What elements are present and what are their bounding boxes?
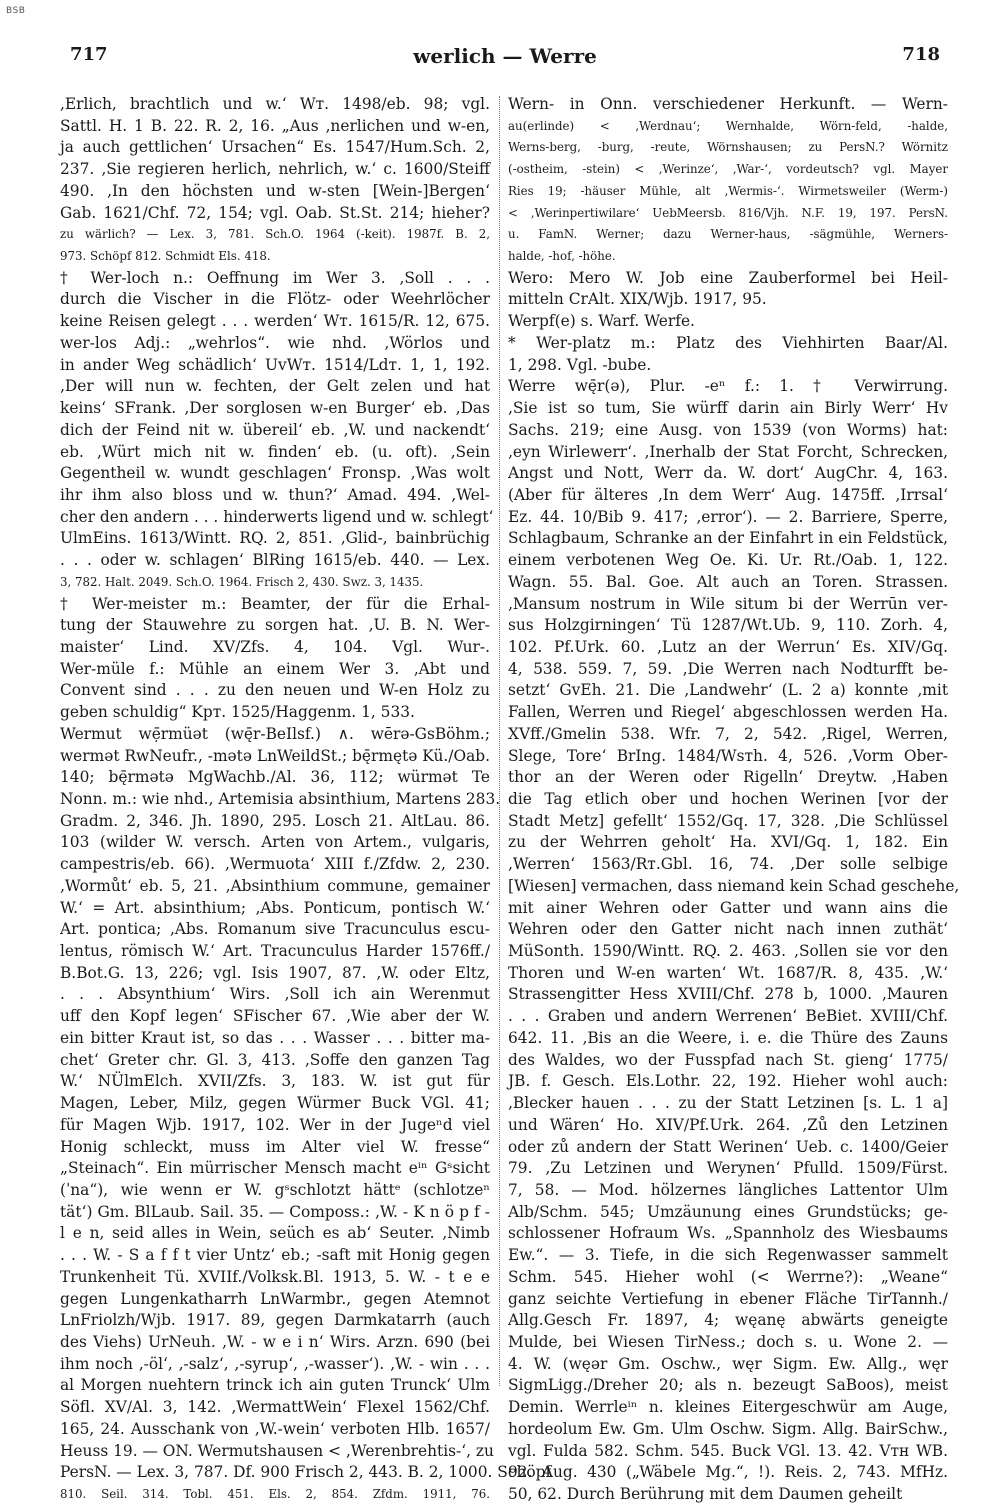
text-line: Alb/Schm. 545; Umzäunung eines Grundstücks; ge- <box>508 1202 948 1221</box>
text-line: ,Erlich, brachtlich und w.‘ Wт. 1498/eb. 98; vgl. <box>60 95 490 113</box>
text-line: des Viehs) UrNeuh. ‚W. - w e i n‘ Wirs. Arzn. 690 (bei <box>60 1332 490 1351</box>
text-line: halde, -hof, -höhe. <box>508 249 616 264</box>
text-line: JB. f. Gesch. Els.Lothr. 22, 192. Hieher wohl auch: <box>508 1072 948 1091</box>
text-line: ‚Wormůt‘ eb. 5, 21. ‚Absinthium commune, gemainer <box>60 876 490 895</box>
text-line: 1, 298. Vgl. -bube. <box>508 355 652 374</box>
text-line: . . . W. - S a f f t vier Untz‘ eb.; -saft mit Honig gegen <box>60 1246 490 1265</box>
text-line: Slege, Tore‘ BrIng. 1484/Wsтh. 4, 526. ‚Vorm Ober- <box>508 746 948 765</box>
right-column <box>508 94 960 1506</box>
text-line: lentus, römisch W.‘ Art. Tracunculus Harder 1576ff./ <box>60 942 490 961</box>
text-line: Mulde, bei Wiesen TirNess.; doch s. u. Wone 2. — <box>508 1332 948 1351</box>
text-line: 165, 24. Ausschank von ‚W.-wein‘ verboten Hlb. 1657/ <box>60 1419 490 1438</box>
text-line: Strassengitter Hess XVIII/Chf. 278 b, 1000. ‚Mauren <box>508 985 948 1004</box>
text-line: ‚Sie ist so tum, Sie würff darin ain Birly Werr‘ Hv <box>508 399 948 418</box>
page-number-left: 717 <box>70 44 108 65</box>
library-stamp: BSB <box>6 6 26 16</box>
text-line: 3, 782. Halt. 2049. Sch.O. 1964. Frisch 2, 430. Swz. 3, 1435. <box>60 574 424 589</box>
text-line: oder zů andern der Statt Werinen‘ Ueb. c. 1400/Geier <box>508 1137 948 1156</box>
text-line: vgl. Fulda 582. Schm. 545. Buck VGl. 13. 42. Vтн WB. <box>508 1441 948 1460</box>
text-line: Stadt Metz] gefellt‘ 1552/Gq. 17, 328. ‚Die Schlüssel <box>508 811 948 830</box>
text-line: setzt‘ GvEh. 21. Die ‚Landwehr‘ (L. 2 a) konnte ‚mit <box>508 681 948 700</box>
text-line: Trunkenheit Tü. XVIIf./Volksk.Bl. 1913, 5. W. - t e e <box>60 1267 490 1286</box>
text-line: thor an der Weren oder Rigelln‘ Dreytw. ‚Haben <box>508 768 948 787</box>
text-line: ihr ihm also bloss und w. thun?‘ Amad. 494. ‚Wel- <box>60 485 490 504</box>
text-line: uff den Kopf legen‘ SFischer 67. ‚Wie aber der W. <box>60 1007 490 1026</box>
text-line: (Aber für älteres ‚In dem Werr‘ Aug. 1475ff. ‚Irrsal‘ <box>508 485 948 504</box>
text-line: sus Holzgirningen‘ Tü 1287/Wt.Ub. 9, 110. Zorh. 4, <box>508 616 948 635</box>
text-line: Ries 19; -häuser Mühle, alt ‚Wermis-‘. Wirmetsweiler (Werm-) <box>508 183 948 198</box>
text-line: Wero: Mero W. Job eine Zauberformel bei Heil- <box>508 268 948 287</box>
text-line: Söfl. XV/Al. 3, 142. ‚WermattWein‘ Flexel 1562/Chf. <box>60 1398 490 1417</box>
text-line: 7, 58. — Mod. hölzernes längliches Lattentor Ulm <box>508 1180 948 1199</box>
text-line: 4, 538. 559. 7, 59. ‚Die Werren nach Nodturfft be- <box>508 659 948 678</box>
text-line: zu wärlich? — Lex. 3, 781. Sch.O. 1964 (-keit). 1987f. B. 2, <box>60 227 490 242</box>
text-line: Ez. 44. 10/Bib 9. 417; ‚error‘). — 2. Barriere, Sperre, <box>508 507 948 526</box>
text-line: . . . Graben und andern Werrenen‘ BeBiet. XVIII/Chf. <box>508 1007 948 1026</box>
text-line: u. FamN. Werner; dazu Werner-haus, -sägmühle, Werners- <box>508 227 948 242</box>
text-line: Art. pontica; ‚Abs. Romanum sive Tracunculus escu- <box>60 920 490 939</box>
text-line: geben schuldig“ Kpт. 1525/Haggenm. 1, 533. <box>60 703 415 722</box>
text-line: ihm noch ‚-öl‘, ‚-salz‘, ‚-syrup‘, ‚-wasser‘). ‚W. - win . . . <box>60 1354 490 1373</box>
text-line: 4. W. (węər Gm. Oschw., węr Sigm. Ew. Allg., węr <box>508 1354 948 1373</box>
text-line: Wehren oder den Gatter nicht nach innen zuthät‘ <box>508 920 948 939</box>
text-line: ‚Der will nun w. fechten, der Gelt zelen und hat <box>60 377 490 396</box>
text-line: Wermut wẹ̄rmüət (wę̄r-BeIlsf.) ∧. wērə-GsBöhm.; <box>60 724 490 743</box>
text-line: ‚eyn Wirlewerr‘. ‚Inerhalb der Stat Forcht, Schrecken, <box>508 442 948 461</box>
text-line: Thoren und W-en warten‘ Wt. 1687/R. 8, 435. ‚W.‘ <box>508 963 948 982</box>
text-line: Sachs. 219; eine Ausg. von 1539 (von Worms) hat: <box>508 420 948 439</box>
text-line: Gab. 1621/Chf. 72, 154; vgl. Oab. St.St. 214; hieher? <box>60 203 490 222</box>
text-line: keins‘ SFrank. ‚Der sorglosen w-en Burger‘ eb. ‚Das <box>60 399 490 418</box>
text-line: < ‚Werinpertiwilare‘ UebMeersb. 816/Vjh. N.F. 19, 197. PersN. <box>508 205 948 220</box>
text-line: mitteln CrAlt. XIX/Wjb. 1917, 95. <box>508 290 767 309</box>
text-line: campestris/eb. 66). ‚Wermuota‘ XIII f./Zfdw. 2, 230. <box>60 855 490 874</box>
text-line: al Morgen nuehtern trinck ich ain guten Trunck‘ Ulm <box>60 1376 490 1395</box>
text-line: (-ostheim, -stein) < ‚Werinze‘, ‚War-‘, vordeutsch? vgl. Mayer <box>508 162 948 177</box>
text-line: Allg.Gesch Fr. 1897, 4; węanę abwärts geneigte <box>508 1311 948 1330</box>
text-line: Gegentheil w. wundt geschlagen‘ Fronsp. ‚Was wolt <box>60 464 490 483</box>
text-line: 92. Aug. 430 („Wäbele Mg.“, !). Reis. 2, 743. MfHz. <box>508 1463 948 1482</box>
text-line: cher den andern . . . hinderwerts ligend und w. schlegt‘ <box>60 507 494 526</box>
text-line: Wagn. 55. Bal. Goe. Alt auch an Toren. Strassen. <box>508 572 948 591</box>
text-line: ‚Blecker hauen . . . zu der Statt Letzinen [s. L. 1 a] <box>508 1094 948 1113</box>
text-line: dich der Feind nit w. übereil‘ eb. ‚W. und nackendt‘ <box>60 420 490 439</box>
text-line: * Wer-platz m.: Platz des Viehhirten Baar/Al. <box>508 333 948 352</box>
text-line: und Wären‘ Ho. XIV/Pf.Urk. 264. ‚Zů den Letzinen <box>508 1115 948 1134</box>
text-line: 237. ‚Sie regieren herlich, nehrlich, w.‘ c. 1600/Steiff <box>60 160 490 179</box>
text-line: B.Bot.G. 13, 226; vgl. Isis 1907, 87. ‚W. oder Eltz, <box>60 963 490 982</box>
text-line: für Magen Wjb. 1917, 102. Wer in der Jugeⁿd viel <box>60 1115 490 1134</box>
text-line: Gradm. 2, 346. Jh. 1890, 295. Losch 21. AltLau. 86. <box>60 811 490 830</box>
text-line: „Steinach“. Ein mürrischer Mensch macht eⁱⁿ Gˢsicht <box>60 1159 490 1178</box>
text-line: . . . oder w. schlagen‘ BlRing 1615/eb. 440. — Lex. <box>60 551 490 570</box>
text-line: UlmEins. 1613/Wintt. RQ. 2, 851. ‚Glid-, bainbrüchig <box>60 529 490 548</box>
running-head: werlich — Werre <box>413 44 597 68</box>
text-line: zu der Wehrren geholt‘ Ha. XVI/Gq. 1, 182. Ein <box>508 833 948 852</box>
text-line: 642. 11. ‚Bis an die Weere, i. e. die Thüre des Zauns <box>508 1028 948 1047</box>
text-line: W.‘ = Art. absinthium; ‚Abs. Ponticum, pontisch W.‘ <box>60 898 490 917</box>
text-line: Heuss 19. — ON. Wermutshausen < ‚Werenbrehtis-‘, zu <box>60 1441 494 1460</box>
text-line: Werns-berg, -burg, -reute, Wörnshausen; zu PersN.? Wörnitz <box>508 140 948 155</box>
text-line: [Wiesen] vermachen, dass niemand kein Schad geschehe, <box>508 876 960 895</box>
text-line: die Tag etlich ober und hochen Werinen [vor der <box>508 790 948 808</box>
text-line: tung der Stauwehre zu sorgen hat. ‚U. B. N. Wer- <box>60 616 490 635</box>
text-line: W.‘ NÜlmElch. XVII/Zfs. 3, 183. W. ist gut für <box>60 1072 490 1091</box>
text-line: l e n, seid alles in Wein, seüch es ab‘ Seuter. ‚Nimb <box>60 1224 490 1243</box>
text-line: 490. ‚In den höchsten und w-sten [Wein-]Bergen‘ <box>60 181 490 200</box>
text-line: durch die Vischer in die Flötz- oder Weehrlöcher <box>60 290 490 309</box>
text-line: 103 (wilder W. versch. Arten von Artem., vulgaris, <box>60 833 490 852</box>
text-line: (ˈna“), wie wenn er W. gˢschlotzt hättᵉ (schlotzeⁿ <box>60 1180 490 1199</box>
text-line: wermət RwNeufr., -mətə LnWeildSt.; bę̄rmętə Kü./Oab. <box>60 746 490 765</box>
text-line: ja auch gettlichen‘ Ursachen“ Es. 1547/Hum.Sch. 2, <box>60 138 490 157</box>
text-line: Fallen, Werren und Riegel‘ abgeschlossen werden Ha. <box>508 703 948 722</box>
text-line: chet‘ Greter chr. Gl. 3, 413. ‚Soffe den ganzen Tag <box>60 1050 490 1069</box>
page-number-right: 718 <box>902 44 940 65</box>
text-line: maister‘ Lind. XV/Zfs. 4, 104. Vgl. Wur-. <box>60 637 490 656</box>
text-line: ‚Werren‘ 1563/Rт.Gbl. 16, 74. ‚Der solle selbige <box>508 855 948 874</box>
text-line: MüSonth. 1590/Wintt. RQ. 2. 463. ‚Sollen sie vor den <box>508 942 948 961</box>
text-line: 973. Schöpf 812. Schmidt Els. 418. <box>60 249 271 264</box>
text-line: mit ainer Wehren oder Gatter und wann ains die <box>508 898 948 917</box>
text-line: 79. ‚Zu Letzinen und Werynen‘ Pfulld. 1509/Fürst. <box>508 1159 948 1178</box>
left-column <box>60 94 552 1506</box>
text-line: ein bitter Kraut ist, so das . . . Wasser . . . bitter ma- <box>60 1028 490 1047</box>
text-line: ‚Mansum nostrum in Wile situm bi der Werrūn ver- <box>508 594 948 613</box>
text-line: hordeolum Ew. Gm. Ulm Oschw. Sigm. Allg. BairSchw., <box>508 1419 948 1438</box>
text-line: Nonn. m.: wie nhd., Artemisia absinthium, Martens 283. <box>60 790 501 808</box>
text-line: au(erlinde) < ‚Werdnau‘; Wernhalde, Wörn-feld, -halde, <box>508 118 948 133</box>
text-line: gegen Lungenkatharrh LnWarmbr., gegen Atemnot <box>60 1289 490 1308</box>
column-divider <box>499 96 500 1386</box>
text-line: Ew.“. — 3. Tiefe, in die sich Regenwasser sammelt <box>508 1246 948 1265</box>
text-line: † Wer-meister m.: Beamter, der für die Erhal- <box>60 594 490 613</box>
text-line: wer-los Adj.: „wehrlos“. wie nhd. ‚Wörlos und <box>60 333 490 352</box>
text-line: einem verbotenen Weg Oe. Ki. Ur. Rt./Oab. 1, 122. <box>508 551 948 570</box>
text-line: Schm. 545. Hieher wohl (< Werrne?): „Weane“ <box>508 1267 948 1286</box>
text-line: LnFriolzh/Wjb. 1917. 89, gegen Darmkatarrh (auch <box>60 1311 490 1330</box>
text-line: Angst und Nott, Werr da. W. dort‘ AugChr. 4, 163. <box>508 464 948 483</box>
text-line: eb. ‚Würt mich nit w. finden‘ eb. (u. oft). ‚Sein <box>60 442 490 461</box>
text-line: Convent sind . . . zu den neuen und W-en Holz zu <box>60 681 490 700</box>
text-line: ganz seichte Vertiefung in ebener Fläche TirTannh./ <box>508 1289 948 1308</box>
text-line: Magen, Leber, Milz, gegen Würmer Buck VGl. 41; <box>60 1094 490 1113</box>
text-line: XVff./Gmelin 538. Wfr. 7, 2, 542. ‚Rigel, Werren, <box>508 724 948 743</box>
page-header <box>70 44 940 70</box>
text-line: keine Reisen gelegt . . . werden‘ Wт. 1615/R. 12, 675. <box>60 312 490 331</box>
text-line: schlossener Hofraum Ws. „Spannholz des Wiesbaums <box>508 1224 948 1243</box>
text-line: Werre wę̄r(ə), Plur. -eⁿ f.: 1. † Verwirrung. <box>508 377 948 396</box>
text-line: Sattl. H. 1 B. 22. R. 2, 16. „Aus ‚nerlichen und w-en, <box>60 116 490 135</box>
text-line: 810. Seil. 314. Tobl. 451. Els. 2, 854. Zfdm. 1911, 76. <box>60 1487 490 1501</box>
text-line: 140; bę̄rmətə MgWachb./Al. 36, 112; würmət Te <box>60 768 490 787</box>
text-line: 50, 62. Durch Berührung mit dem Daumen geheilt <box>508 1485 903 1503</box>
text-line: Werpf(e) s. Warf. Werfe. <box>508 312 695 331</box>
text-line: † Wer-loch n.: Oeffnung im Wer 3. ‚Soll . . . <box>60 268 490 287</box>
text-line: Demin. Werrleⁱⁿ n. kleines Eitergeschwür am Auge, <box>508 1398 948 1417</box>
text-line: des Waldes, wo der Fusspfad nach St. gieng‘ 1775/ <box>508 1050 948 1069</box>
text-line: . . . Absynthium‘ Wirs. ‚Soll ich ain Werenmut <box>60 985 490 1004</box>
text-line: Schlagbaum, Schranke an der Einfahrt in ein Feldstück, <box>508 529 948 548</box>
text-line: PersN. — Lex. 3, 787. Df. 900 Frisch 2, 443. B. 2, 1000. Schöpf <box>60 1463 552 1482</box>
text-line: Wern- in Onn. verschiedener Herkunft. — Wern- <box>508 95 948 113</box>
text-line: Honig schleckt, muss im Alter viel W. fresse“ <box>60 1137 490 1156</box>
text-line: Wer-müle f.: Mühle an einem Wer 3. ‚Abt und <box>60 659 490 678</box>
text-line: tät‘) Gm. BlLaub. Sail. 35. — Composs.: ‚W. - K n ö p f - <box>60 1202 490 1221</box>
text-line: SigmLigg./Dreher 20; als n. bezeugt SaBoos), meist <box>508 1376 948 1395</box>
text-line: 102. Pf.Urk. 60. ‚Lutz an der Werrun‘ Es. XIV/Gq. <box>508 637 948 656</box>
text-line: in ander Weg schädlich‘ UvWт. 1514/Ldт. 1, 1, 192. <box>60 355 490 374</box>
